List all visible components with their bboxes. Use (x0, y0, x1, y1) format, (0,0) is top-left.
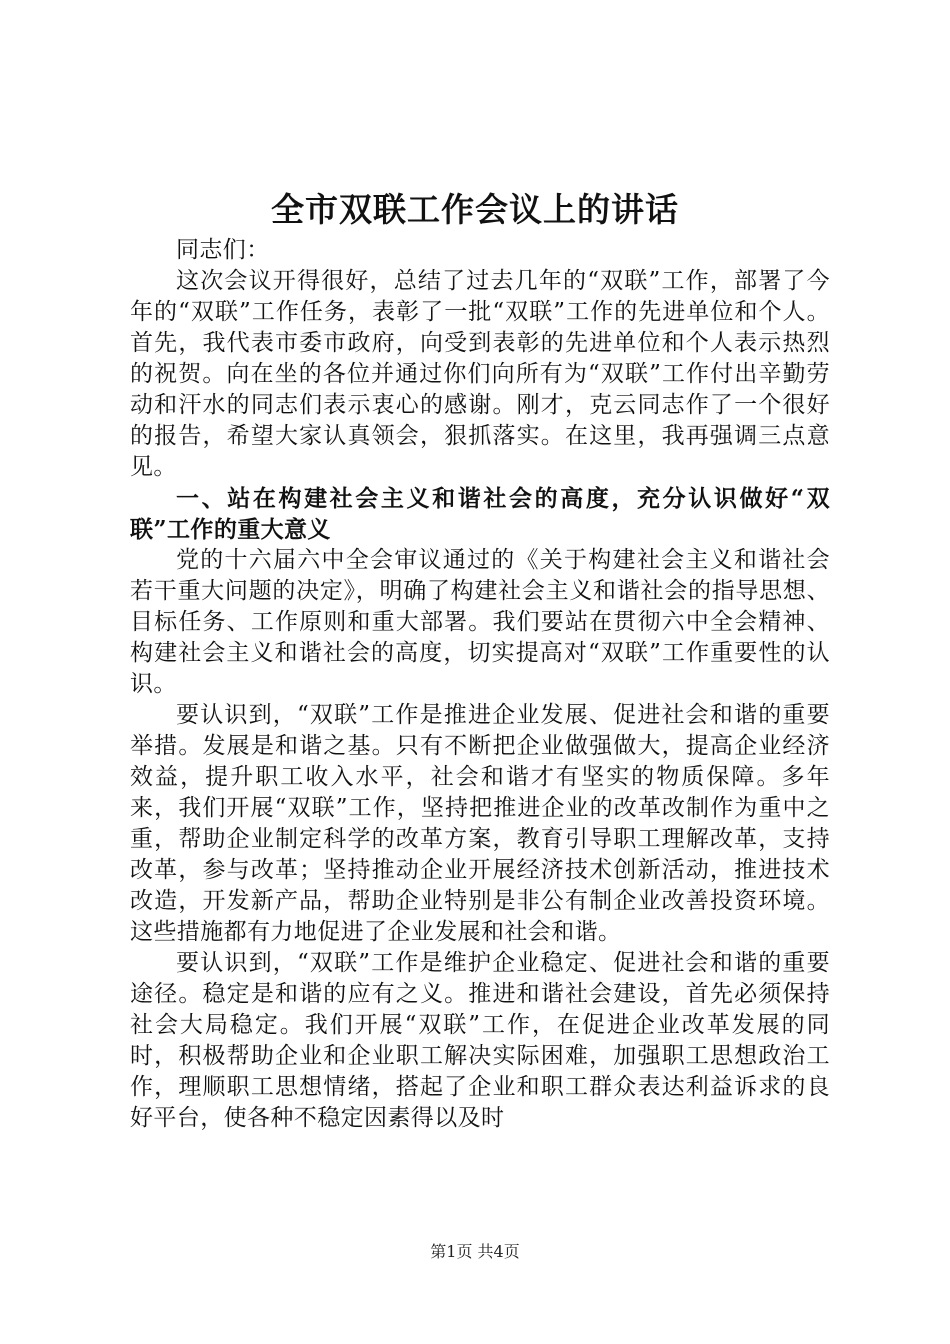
section-heading-1: 一、站在构建社会主义和谐社会的高度，充分认识做好“双联”工作的重大意义 (130, 485, 830, 543)
page-title: 全市双联工作会议上的讲话 (271, 190, 679, 229)
page-number-footer: 第1页 共4页 (430, 1242, 520, 1261)
document-body (130, 235, 830, 1134)
paragraph: 党的十六届六中全会审议通过的《关于构建社会主义和谐社会若干重大问题的决定》，明确了构建社会主义和谐社会的指导思想、目标任务、工作原则和重大部署。我们要站在贯彻六中全会精神、构建社会主义和谐社会的高度，切实提高对“双联”工作重要性的认识。 (130, 547, 830, 697)
paragraph: 要认识到，“双联”工作是维护企业稳定、促进社会和谐的重要途径。稳定是和谐的应有之义。推进和谐社会建设，首先必须保持社会大局稳定。我们开展“双联”工作，在促进企业改革发展的同时，积极帮助企业和企业职工解决实际困难，加强职工思想政治工作，理顺职工思想情绪，搭起了企业和职工群众表达利益诉求的良好平台，使各种不稳定因素得以及时 (130, 950, 830, 1131)
paragraph: 要认识到，“双联”工作是推进企业发展、促进社会和谐的重要举措。发展是和谐之基。只有不断把企业做强做大，提高企业经济效益，提升职工收入水平，社会和谐才有坚实的物质保障。多年来，我们开展“双联”工作，坚持把推进企业的改革改制作为重中之重，帮助企业制定科学的改革方案，教育引导职工理解改革，支持改革，参与改革；坚持推动企业开展经济技术创新活动，推进技术改造，开发新产品，帮助企业特别是非公有制企业改善投资环境。这些措施都有力地促进了企业发展和社会和谐。 (130, 702, 830, 945)
paragraph-intro: 这次会议开得很好，总结了过去几年的“双联”工作，部署了今年的“双联”工作任务，表彰了一批“双联”工作的先进单位和个人。首先，我代表市委市政府，向受到表彰的先进单位和个人表示热烈的祝贺。向在坐的各位并通过你们向所有为“双联”工作付出辛勤劳动和汗水的同志们表示衷心的感谢。刚才，克云同志作了一个很好的报告，希望大家认真领会，狠抓落实。在这里，我再强调三点意见。 (130, 268, 830, 480)
salutation: 同志们： (176, 237, 270, 263)
